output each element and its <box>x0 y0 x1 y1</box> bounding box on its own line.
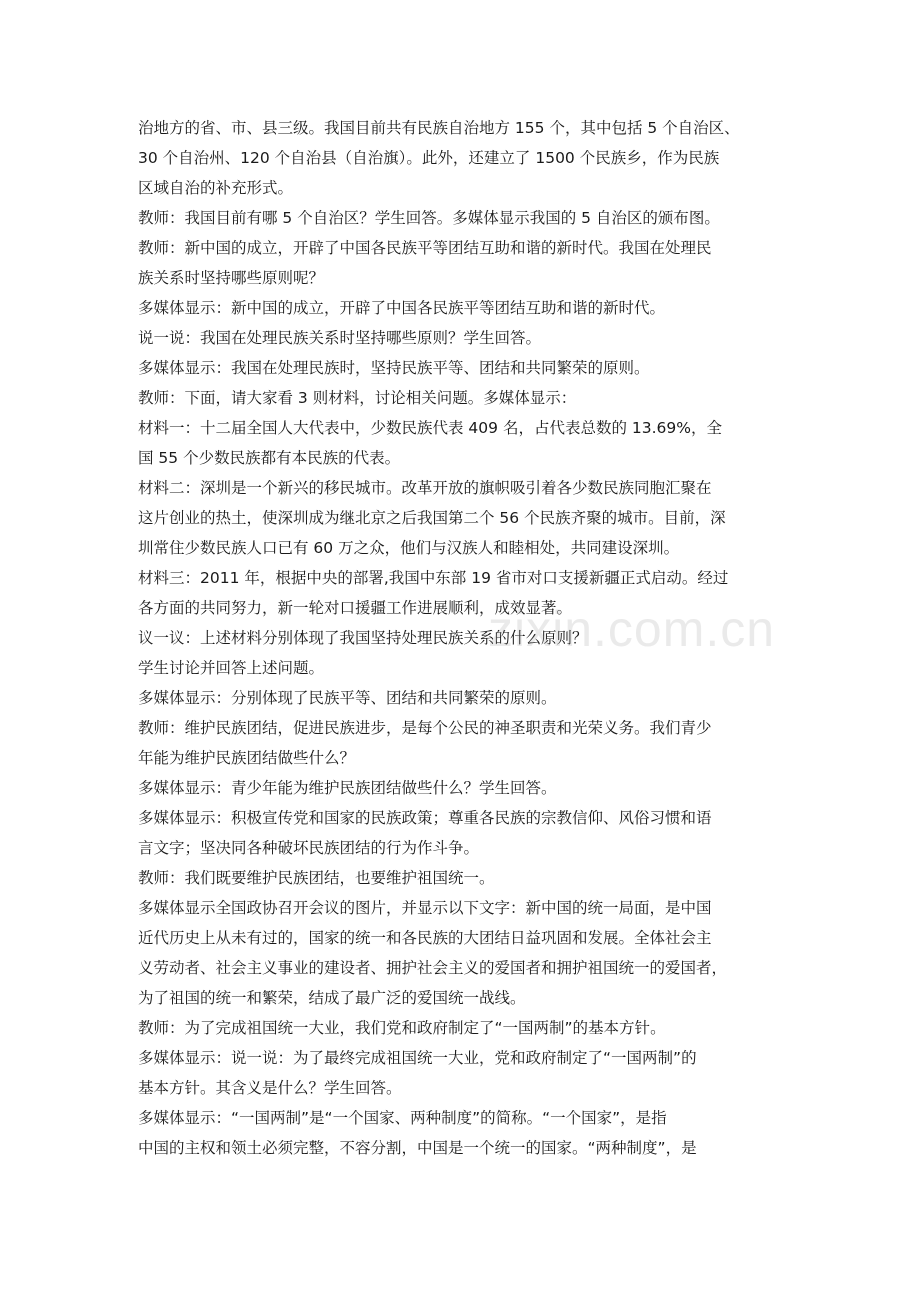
text-line: 教师：新中国的成立，开辟了中国各民族平等团结互助和谐的新时代。我国在处理民 <box>138 239 712 257</box>
text-line: 圳常住少数民族人口已有 60 万之众，他们与汉族人和睦相处，共同建设深圳。 <box>138 539 680 557</box>
text-line: 教师：维护民族团结，促进民族进步，是每个公民的神圣职责和光荣义务。我们青少 <box>138 719 712 737</box>
text-line: 各方面的共同努力，新一轮对口援疆工作进展顺利，成效显著。 <box>138 599 573 617</box>
text-line: 多媒体显示全国政协召开会议的图片，并显示以下文字：新中国的统一局面，是中国 <box>138 899 712 917</box>
text-line: 30 个自治州、120 个自治县（自治旗）。此外，还建立了 1500 个民族乡，作为民族 <box>138 149 720 167</box>
text-line: 多媒体显示：积极宣传党和国家的民族政策；尊重各民族的宗教信仰、风俗习惯和语 <box>138 809 712 827</box>
text-line: 教师：为了完成祖国统一大业，我们党和政府制定了“一国两制”的基本方针。 <box>138 1019 666 1037</box>
text-line: 言文字；坚决同各种破坏民族团结的行为作斗争。 <box>138 839 480 857</box>
text-line: 材料三：2011 年，根据中央的部署,我国中东部 19 省市对口支援新疆正式启动。经过 <box>138 569 729 587</box>
document-body <box>138 113 798 1163</box>
text-line: 议一议：上述材料分别体现了我国坚持处理民族关系的什么原则？ <box>138 629 588 647</box>
text-line: 材料一：十二届全国人大代表中，少数民族代表 409 名，占代表总数的 13.69%，全 <box>138 419 722 437</box>
text-line: 近代历史上从未有过的，国家的统一和各民族的大团结日益巩固和发展。全体社会主 <box>138 929 712 947</box>
text-line: 多媒体显示：分别体现了民族平等、团结和共同繁荣的原则。 <box>138 689 557 707</box>
watermark: zixin.com.cn <box>488 601 776 657</box>
text-line: 这片创业的热土，使深圳成为继北京之后我国第二个 56 个民族齐聚的城市。目前，深 <box>138 509 726 527</box>
text-line: 多媒体显示：青少年能为维护民族团结做些什么？学生回答。 <box>138 779 557 797</box>
text-line: 年能为维护民族团结做些什么？ <box>138 749 356 767</box>
text-line: 基本方针。其含义是什么？学生回答。 <box>138 1079 402 1097</box>
text-line: 说一说：我国在处理民族关系时坚持哪些原则？学生回答。 <box>138 329 542 347</box>
text-line: 区域自治的补充形式。 <box>138 179 294 197</box>
text-line: 义劳动者、社会主义事业的建设者、拥护社会主义的爱国者和拥护祖国统一的爱国者， <box>138 959 728 977</box>
text-line: 教师：下面，请大家看 3 则材料，讨论相关问题。多媒体显示： <box>138 389 577 407</box>
text-line: 国 55 个少数民族都有本民族的代表。 <box>138 449 401 467</box>
text-line: 多媒体显示：“一国两制”是“一个国家、两种制度”的简称。“一个国家”，是指 <box>138 1109 667 1127</box>
text-line: 族关系时坚持哪些原则呢？ <box>138 269 325 287</box>
text-line: 多媒体显示：说一说：为了最终完成祖国统一大业，党和政府制定了“一国两制”的 <box>138 1049 697 1067</box>
text-line: 中国的主权和领土必须完整，不容分割，中国是一个统一的国家。“两种制度”，是 <box>138 1139 697 1157</box>
text-line: 教师：我国目前有哪 5 个自治区？学生回答。多媒体显示我国的 5 自治区的颁布图。 <box>138 209 720 227</box>
text-line: 材料二：深圳是一个新兴的移民城市。改革开放的旗帜吸引着各少数民族同胞汇聚在 <box>138 479 712 497</box>
text-line: 多媒体显示：我国在处理民族时，坚持民族平等、团结和共同繁荣的原则。 <box>138 359 650 377</box>
text-line: 多媒体显示：新中国的成立，开辟了中国各民族平等团结互助和谐的新时代。 <box>138 299 666 317</box>
text-line: 教师：我们既要维护民族团结，也要维护祖国统一。 <box>138 869 495 887</box>
text-line: 治地方的省、市、县三级。我国目前共有民族自治地方 155 个，其中包括 5 个自治区、 <box>138 119 740 137</box>
text-line: 为了祖国的统一和繁荣，结成了最广泛的爱国统一战线。 <box>138 989 526 1007</box>
text-line: 学生讨论并回答上述问题。 <box>138 659 325 677</box>
